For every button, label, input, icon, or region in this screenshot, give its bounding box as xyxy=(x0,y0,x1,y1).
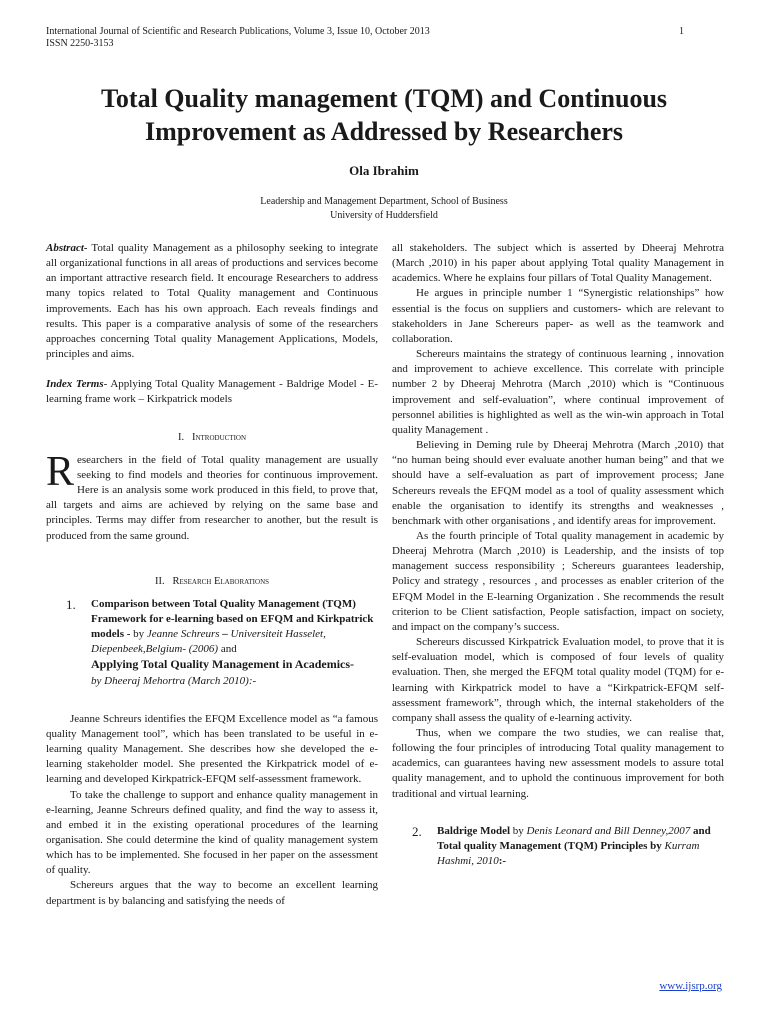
affiliation xyxy=(40,195,728,223)
paper-title xyxy=(40,82,728,148)
index-terms xyxy=(46,377,378,407)
drop-cap: R xyxy=(46,448,75,495)
paragraph: Schereurs discussed Kirkpatrick Evaluation model, to prove that it is self-evaluation model, which is composed of four levels of quality evaluation. Then, she merged the EFQM total quality model (TQM) for e-learning with Kirkpatrick model to have a “Kirkpatrick-EFQM self-assessment framework”, through which, the internal stakeholders of the company shall assess the quality of e-learning activity. xyxy=(392,636,724,724)
paragraph: Schereurs maintains the strategy of continuous learning , innovation and improvement to achieve excellence. This correlate with principle number 2 by Dheeraj Mehrotra (March ,2010) which is “Continuous improvement and self-evaluation”, where continual improvement of personnel abilities is highlighted as well as the win-win approach in Total quality Management . xyxy=(392,348,724,436)
paragraph: As the fourth principle of Total quality management in academic by Dheeraj Mehrotra (March ,2010) is Leadership, and the insists of top management success responsibility ; Schereurs guarantees leadership, Policy and strategy , resources , and processes as enabler criterion of the EFQM Model in the E-learning Organization . She recommends the result criterion to be Client satisfaction, People satisfaction, impact on society, and impact on the company’s success. xyxy=(392,529,724,633)
paragraph: all stakeholders. The subject which is asserted by Dheeraj Mehrotra (March ,2010) in his paper about applying Total quality Management in academics. Where he explains four pillars of Total Quality Management. xyxy=(392,242,724,285)
paragraph: To take the challenge to support and enhance quality management in e-learning, Jeanne Schreurs defined quality, and find the way to assess it, and embed it in the existing operational procedures of the learning organisation. She could determine the kind of quality management system which has to be implemented. She focused in her paper on the assessment of quality. xyxy=(46,788,378,877)
introduction-paragraph: Researchers in the field of Total quality management are usually seeking to find models and theories for continuous improvement. Here is an analysis some work produced in this field, to prove that, all targets and aims are achieved by relying on the same base and principles. Terms may differ from researcher to another, but the result is produced from the same ground. xyxy=(46,448,378,542)
right-column xyxy=(392,241,724,869)
index-terms-label: Index Terms xyxy=(46,378,104,391)
title-line-1: Total Quality management (TQM) and Continuous xyxy=(100,84,668,113)
page-number: 1 xyxy=(679,26,684,37)
subsection-1-heading: 1. Comparison between Total Quality Management (TQM) Framework for e-learning based on EFQM and Kirkpatrick models - by Jeanne Schreurs – Universiteit Hasselet, Diepenbeek,Belgium- (2006) and Applying Total Quality Management in Academics- by Dheeraj Mehortra (March 2010):- xyxy=(66,596,374,687)
paragraph: He argues in principle number 1 “Synergistic relationships” how essential is the focus on suppliers and customers- which are relevant to stakeholders in Jane Schereurs paper- as well as the teamwork and collaboration. xyxy=(392,287,724,345)
running-header xyxy=(46,26,430,50)
section-heading-research-elaborations: II. Research Elaborations xyxy=(154,575,270,587)
author-name: Ola Ibrahim xyxy=(349,163,419,178)
title-line-2: Improvement as Addressed by Researchers xyxy=(144,117,624,146)
paragraph: Schereurs argues that the way to become an excellent learning department is by balancing and satisfying the needs of xyxy=(46,879,378,907)
section-heading-introduction: I. Introduction xyxy=(177,431,247,443)
affiliation-department: Leadership and Management Department, School of Business xyxy=(260,196,508,207)
journal-website-link[interactable]: www.ijsrp.org xyxy=(659,980,722,992)
subsection-2-heading: 2. Baldrige Model by Denis Leonard and Bill Denney,2007 and Total quality Management (TQM) Principles by Kurram Hashmi, 2010:- xyxy=(412,823,711,868)
abstract xyxy=(46,241,378,362)
journal-name: International Journal of Scientific and Research Publications, Volume 3, Issue 10, October 2013 xyxy=(46,26,430,37)
abstract-text: Total quality Management as a philosophy seeking to integrate all organizational functions in all areas of productions and services become an important attractive research field. It encourage Researchers to address many topics related to Total Quality management and Continuous improvements. Each has his own approach. Each reveals findings and results. This paper is a comparative analysis of some of the researchers approaches concerning Total quality Management Applications, Models, principles and aims. xyxy=(46,242,378,361)
abstract-label: Abstract- xyxy=(46,242,88,254)
paragraph: Thus, when we compare the two studies, we can realise that, following the four principles of introducing Total quality management to academics, can guarantees having new assessment models to assure total quality management, and to uphold the continuous improvement for both traditional and virtual learning. xyxy=(392,727,724,800)
paragraph: Jeanne Schreurs identifies the EFQM Excellence model as “a famous quality Management tool”, which has been translated to be useful in e-learning quality Management. She describes how she developed the e-learning stakeholder model. She presented the Kirkpatrick model of e-learning and developed Kirkpatrick-EFQM self-assessment framework. xyxy=(46,712,378,786)
issn: ISSN 2250-3153 xyxy=(46,38,114,49)
index-terms-text: - Applying Total Quality Management - Baldrige Model - E- learning frame work – Kirkpatrick models xyxy=(46,378,378,406)
left-column xyxy=(46,241,378,909)
affiliation-university: University of Huddersfield xyxy=(330,210,438,221)
paragraph: Believing in Deming rule by Dheeraj Mehrotra (March ,2010) that “no human being should ever evaluate another human being” and that we should have a self-evaluation as part of improvement process; Jane Schereurs reveals the EFQM model as a tool of quality assessment which enable the organisation to identify its strengths and weaknesses , benchmark with other organisations , and identify areas for improvement. xyxy=(392,439,724,527)
